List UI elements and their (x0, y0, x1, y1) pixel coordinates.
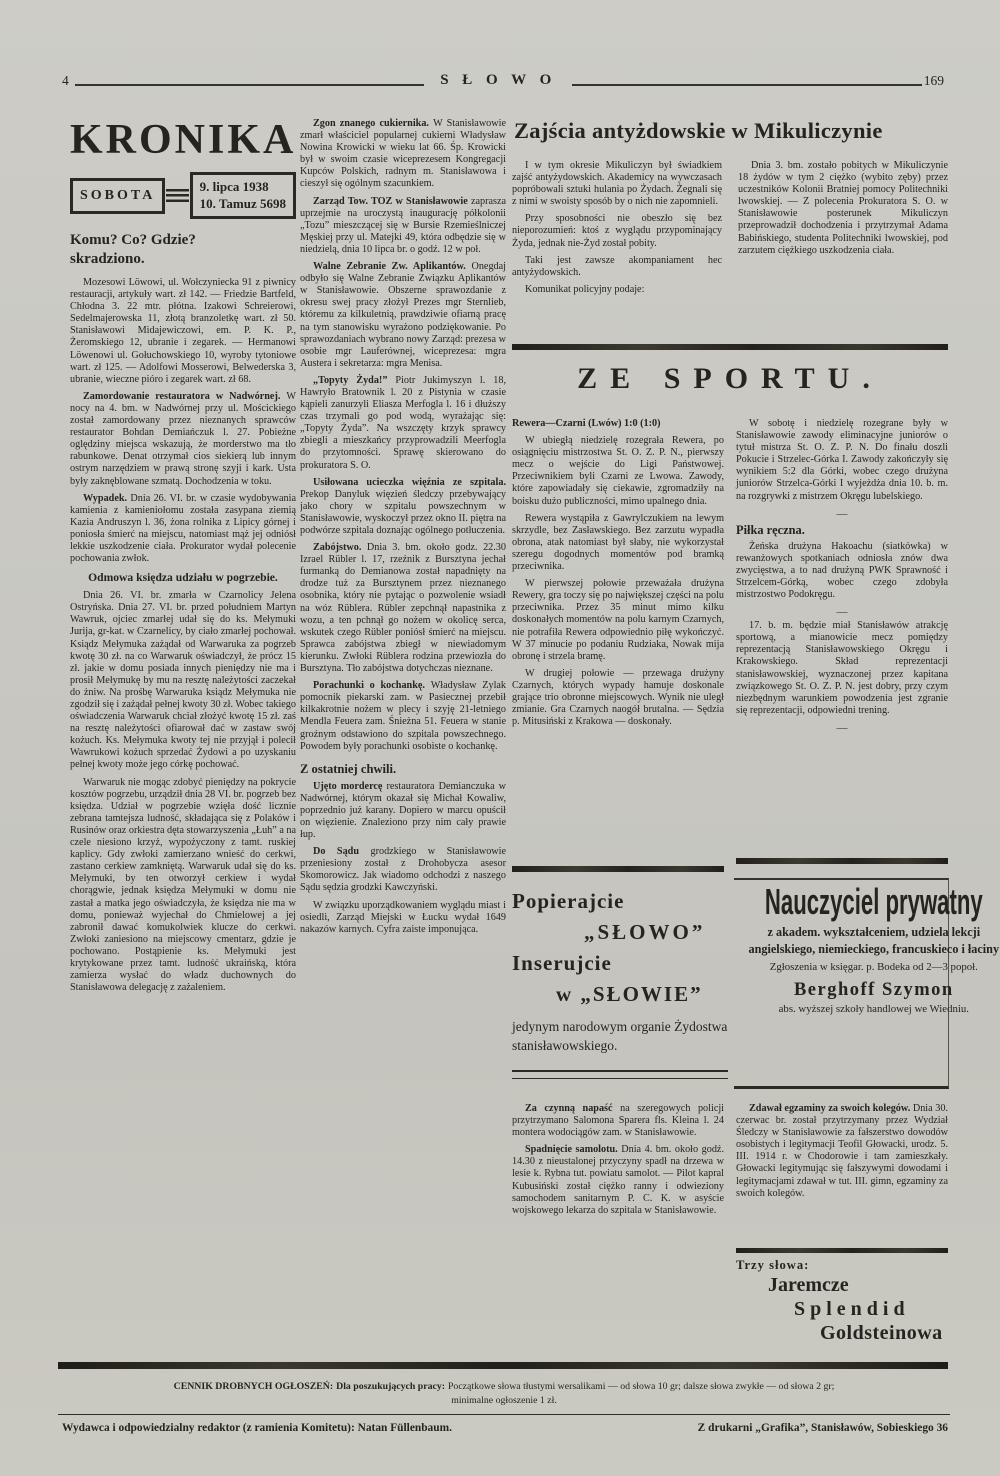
article-text: W ubiegłą niedzielę rozegrała Rewera, po osiągnięciu mistrzostwa St. O. Z. P. N., pierwszy mecz o wejście do Ligi Państwowej. Przeciwnikiem byli Czarni ze Lwowa. Zawody, które zapowiadały się ciekawie, zgromadziły na boisku dużo publiczności, mimo upalnego dnia. (512, 435, 724, 507)
article-text: Żeńska drużyna Hakoachu (siatkówka) w rewanżowych spotkaniach odniosła znów dwa zwycięstwa, a to nad drużyną PWK Sprawność i Strzelcem-Górką, wobec czego zdobyła mistrzostwo Podokręgu. (736, 540, 948, 601)
article-text: I w tym okresie Mikuliczyn był świadkiem zajść antyżydowskich. Akademicy na wywczasach popróbowali sztuki hulania po Żydach. Żegnali się z nimi w swoisty sposób by o nich nie zapomnieli. (512, 160, 722, 208)
section-divider (512, 344, 948, 350)
dash-separator: — (836, 507, 848, 520)
sport-section-title: ZE SPORTU. (577, 362, 883, 395)
article-text: Władysław Zylak pomocnik piekarski zam. w Pasiecznej przebił kilkakrotnie nożem w plecy i szyję 21-letniego Mendla Feuera zam. Śnieżna 51. Feuera w stanie groźnym odstawiono do szpitala powszechnego. Powodem były porachunki osobiste o kochankę. (300, 680, 506, 752)
article-lead: Zarząd Tow. TOZ w Stanisławowie (313, 195, 468, 207)
dash-separator: — (836, 606, 848, 619)
article-text: Warwaruk nie mogąc zdobyć pieniędzy na pokrycie kosztów pogrzebu, urządził dnia 28 VI. br. pogrzeb bez księdza. Udział w pogrzebie wzięła dość licznie zebrana tamtejsza ludność, składająca się z Polaków i Rusinów oraz orkiestra dęta stowarzyszenia „Łuh” a na czele niesiono krzyż, wypożyczony z tamt. ruskiej kaplicy. Gdy zwłoki zamierzano wnieść do cerkwi, zastano cerkiew zamkniętą. Warwaruk udał się do ks. Mełymuki, by ten otworzył cerkiew i wydał chorągwie, jednak księdza Mełymuki w domu nie zastał a matka jego oświadczyła, że księdza nie ma w domu, ponieważ wyjechał do Chmielowej a jej zabronił dawać komukolwiek klucze do cerkwi. Zwłoki zaniesiono na miejscowy cmentarz, gdzie je pochowano. Postąpienie ks. Mełymuki jest krytykowane przez tamt. ludność ukraińską, która zamierza wysłać do władz duchownych do Stanisławowa delegację z zażaleniem. (70, 776, 296, 994)
article-paragraph (300, 900, 506, 936)
article-text: Dnia 26. VI. br. zmarła w Czarnolicy Jelena Ostryńska. Dnia 27. VI. br. przed południem Martyn Wawruk, ojciec zmarłej udał się do ks. Mełymuki Jurija, gr-kat. w Czarnelicy, by ciało zmarłej pochował. Ksiądz Mełymuka zażądał od Warwaruka za pogrzeb kwotę 30 zł. na co Warwaruk oświadczył, że prócz 15 zł. jakie w domu posiada innych pieniędzy nie ma i prosił Mełymukę by mu na resztę należytości zaczekał do żniw. Na prośbę Warwaruka ksiądz Mełymuka nie zgodził się i zażądał pełnej kwoty 30 zł. Wobec takiego oświadczenia Warwaruk chciał złożyć kwotę 15 zł. zaś na resztę należytości ofiarował dać w zastaw swój kożuch. Ks. Mełymuka kwoty tej nie przyjął i polecił Wawrukowi kożuch sprzedać Żydowi a po uzyskaniu pełnej kwoty może jego córkę pochować. (70, 590, 296, 771)
mikuliczyn-left-column (512, 160, 722, 301)
article-text: Onegdaj odbyło się Walne Zebranie Związku Aplikantów w Stanisławowie. Obszerne sprawozdanie z okresu swej pracy złożył Prezes mgr Sternlieb, któremu za kilkuletnią, prawdziwie ofiarną pracę na tym stanowisku wyrażono podziękowanie. Po sprawozdaniach wybrano nowy Zarząd: prezesa w osobie mgr Lauferównej, wiceprezesa: mgra Austera i sekretarza: mgra Menisa. (300, 261, 506, 369)
article-paragraph (736, 541, 948, 601)
article-paragraph (70, 493, 296, 566)
article-text: W drugiej połowie — przewaga drużyny Czarnych, których wypady hamuje doskonale grające trio obronne miejscowych. Wynik nie uległ zmianie. Gra Czarnych naogół brutalna. — Sędzia p. Mitusiński z Krakowa — doskonały. (512, 667, 724, 728)
article-paragraph (70, 590, 296, 771)
article-text: W sobotę i niedzielę rozegrane były w Stanisławowie zawody eliminacyjne juniorów o tytuł mistrza St. O. Z. P. N. Do finału doszli Pokucie i Strzelec-Górka I. Zawody zakończyły się wynikiem 5:2 dla Górki, wobec czego drużyna juniorów Strzelca-Górki I wyjeżdża dnia 10. b. m. na rozgrywki z mistrzem Okręgu lubelskiego. (736, 418, 948, 502)
article-text: Dnia 3. bm. zostało pobitych w Mikuliczynie 18 żydów w tym 2 ciężko (wybito zęby) przez uczestników Kolonii Bratniej pomocy Politechniki lwowskiej. — Z polecenia Prokuratora S. O. w Stanisławowie posterunek Mikuliczyn przeprowadził dochodzenia i przytrzymał Adama Babińskiego, studenta Politechniki lwowskiej, pod zarzutem ciężkiego uszkodzenia ciała. (738, 160, 948, 256)
article-paragraph (300, 542, 506, 675)
article-paragraph (70, 277, 296, 386)
section-divider (736, 1248, 948, 1253)
article-paragraph (512, 513, 724, 573)
funeral-heading: Odmowa księdza udziału w pogrzebie. (88, 571, 278, 585)
pricing-text: Początkowe słowa tłustymi wersalikami — od słowa 10 gr; dalsze słowa zwykłe — od słowa 2 gr; (447, 1381, 835, 1392)
article-lead: Porachunki o kochankę. (313, 680, 425, 692)
right-section (512, 118, 1000, 1368)
footer-pricing (60, 1380, 948, 1407)
news-column (300, 118, 506, 1358)
gregorian-date: 9. lipca 1938 (199, 179, 269, 194)
ad-title-text: Nauczyciel prywatny (764, 882, 983, 922)
page-folio-right: 169 (923, 73, 945, 88)
ad-title (741, 882, 1000, 920)
advertiser-name: Berghoff Szymon (793, 979, 954, 1000)
ad-body: z akadem. wykształceniem, udziela lekcji angielskiego, niemieckiego, francuskieco i łaciny (748, 925, 1000, 956)
teacher-ad (734, 878, 1000, 1089)
article-text: Dnia 4. bm. około godź. 14.30 z nieustalonej przyczyny spadł na drzewa w lesie k. Rybna tut. powiatu samolot. — Pilot kapral Kubusiński został ciężko ranny i odwieziony samochodem sanitarnym P. C. K. w asyście wojskowego lekarza do szpitala w Stanisławowie. (512, 1144, 724, 1216)
article-paragraph (512, 435, 724, 508)
article-text: Przy sposobności nie obeszło się bez nieporozumień: ktoś z wyglądu przypominający Żyda, jednak nie-Żyd został pobity. (512, 213, 722, 249)
match-result-heading: Rewera—Czarni (Lwów) 1:0 (1:0) (512, 418, 661, 429)
article-lead: Ujęto mordercę (313, 780, 383, 792)
weekday-label: SOBOTA (70, 178, 165, 214)
sport-left-column (512, 418, 724, 733)
box-connector-lines (166, 189, 188, 202)
kronika-column (70, 118, 296, 1356)
three-words-ad (736, 1258, 948, 1345)
promo-line: Popierajcie (512, 889, 625, 913)
bottom-right-column (736, 1103, 948, 1205)
page-folio-left: 4 (62, 73, 69, 88)
bottom-left-column (512, 1103, 724, 1222)
article-text: W pierwszej połowie przeważała drużyna Rewery, gra toczy się po największej części na polu przeciwnika. Przez 35 minut mimo kilku doskonałych momentów na polu karnym Czarnych, nie potrafiła Rewera odpowiednio piłę wykończyć. W 37 minucie po podaniu Rudziaka, Nowak mija obronę i strzela bramę. (512, 578, 724, 662)
promo-tagline: jedynym narodowym organie Żydostwa stanisławowskiego. (512, 1019, 728, 1053)
last-minute-heading: Z ostatniej chwili. (300, 761, 397, 776)
article-lead: Zamordowanie restauratora w Nadwórnej. (83, 390, 281, 402)
promo-line: Inserujcie (512, 951, 612, 975)
article-paragraph (512, 213, 722, 249)
article-text: restauratora Demianczuka w Nadwórnej, którym okazał się Michał Kowaliw, poprzednio już karany. Dopiero w marcu opuścił on więzienie. Znaleziono przy nim cały prawie łup. (300, 780, 506, 841)
hebrew-date: 10. Tamuz 5698 (199, 195, 286, 211)
article-text: zaprasza uprzejmie na uroczystą inaugurację półkolonii „Tozu” mieszczącej się w Bursie Rzemieślniczej Męskiej przy ul. Matejki 49, która odbędzie się w niedzielą, dnia 10 lipca br. o godź. 12 w poł. (300, 195, 506, 255)
promo-ad (512, 886, 728, 1055)
article-paragraph (300, 375, 506, 472)
promo-line: „SŁOWO” (584, 920, 706, 944)
article-text: Dnia 26. VI. br. w czasie wydobywania kamienia z kamieniołomu została zasypana ziemią Kazia Andruszyn l. 36, żona rolnika z Lipicy górnej i poniosła śmierć na miejscu, natomiast mąż jej odniósł lekkie uszkodzenie ciała. Prokurator wydał polecenie pochowania zwłok. (70, 492, 296, 565)
footer-credits (62, 1422, 948, 1434)
article-lead: Walne Zebranie Zw. Aplikantów. (313, 261, 466, 273)
article-paragraph (512, 160, 722, 208)
article-lead: Usiłowana ucieczka więźnia ze szpitala. (313, 476, 506, 488)
article-text: grodzkiego w Stanisławowie przeniesiony został z Drohobycza asesor Skomorowicz. Jak wiadomo odchodzi z naszego Sądu sędzia grodzki Kawczyński. (300, 846, 506, 894)
article-paragraph (300, 196, 506, 256)
mikuliczyn-right-column (738, 160, 948, 262)
dash-separator: — (836, 721, 848, 734)
article-text: 17. b. m. będzie miał Stanisławów atrakcję sportową, a mianowicie mecz pomiędzy reprezentacją Stanisławowskiego Okręgu i Krakowskiego. Skład reprezentacji stanisławowskiej, wyznaczonej przez kapitana związkowego St. O. Z. P. N. jest dobry, przy czym niezbędnym warunkiem powodzenia jest zgranie się reprezentacji, odpowiedni trening. (736, 620, 948, 716)
three-words-label: Trzy słowa: (736, 1258, 810, 1272)
header-rule-right (572, 84, 921, 86)
article-lead: Zabójstwo. (313, 542, 362, 554)
ad-contact: Zgłoszenia w księgar. p. Bodeka od 2—3 popoł. (769, 961, 978, 973)
date-box (70, 172, 296, 219)
three-words-name: Splendid (794, 1298, 910, 1320)
pricing-line (60, 1380, 948, 1394)
article-paragraph (512, 668, 724, 728)
article-paragraph (300, 680, 506, 753)
handball-heading: Piłka ręczna. (736, 522, 805, 537)
article-text: Prekop Danyluk więzień śledczy przebywający jako chory w szpitalu powszechnym w Stanisławowie, wyskoczył przez okno II. piętra na podwórze szpitala doznając ogólnego potłuczenia. (300, 488, 506, 536)
three-words-name: Jaremcze (768, 1274, 849, 1296)
section-divider (512, 1070, 728, 1079)
article-text: Mozesowi Löwowi, ul. Wołczyniecka 91 z piwnicy restauracji, artykuły wart. zł 142. — Friedzie Bartfeld, Chłodna 3. 22 mtr. płótna. Izakowi Schreierowi, Sedelmajerowska 11, złotą branzoletkę wart. zł 50. Stanisławowi Midajewiczowi, em. P. K. P., Żeromskiego 12, ubranie i zegarek. — Hermanowi Löwenowi ul. Gołuchowskiego 10, wyroby tytoniowe wart. zł 125. — Adolfowi Mosserowi, Belwederska 3, ubranie, wieczne pióro i zegarek wart. zł 68. (70, 277, 296, 385)
theft-headline: Komu? Co? Gdzie? skradziono. (70, 232, 196, 267)
article-lead: „Topyty Żyda!” (313, 374, 388, 386)
article-paragraph (300, 846, 506, 894)
article-paragraph (300, 781, 506, 841)
article-text: Piotr Jukimyszyn l. 18, Hawryło Bratownik l. 20 z Pistynia w czasie kąpieli zanurzyli Eliasza Merfogla l. 16 i dłuższy czas trzymali go pod wodą, wyrażając się: „Topyty Żyda”. Na wszczęty krzyk sprawcy zbiegli a mieszkańcy przyprowadzili Meerfogla do przytomności. Sprawę skierowano do prokuratora S. O. (300, 374, 506, 471)
printer-credit: Z drukarni „Grafika”, Stanisławów, Sobieskiego 36 (697, 1422, 948, 1434)
pricing-label: CENNIK DROBNYCH OGŁOSZEŃ: (173, 1381, 334, 1392)
article-text: Taki jest zawsze akompaniament hec antyżydowskich. (512, 254, 722, 278)
article-text: W Stanisławowie zmarł właściciel popularnej cukierni Władysław Nowina Krowicki w wieku lat 66. Śp. Krowicki był w swoim czasie wiceprezesem Kongregacji Kupców Polskich, radnym m. Stanisławowa i cieszył się ogólnym szacunkiem. (300, 118, 506, 190)
header-rule-left (75, 84, 424, 86)
article-paragraph (738, 160, 948, 257)
article-text: na szeregowych policji przytrzymano Salomona Sparera fls. Kleina l. 24 montera wodociągów zam. w Stanisławowie. (512, 1103, 724, 1139)
article-paragraph (512, 1103, 724, 1139)
section-divider (736, 858, 948, 864)
pricing-sublabel: Dla poszukujących pracy: (336, 1381, 445, 1392)
article-text: Komunikat policyjny podaje: (525, 283, 645, 295)
ad-content (734, 880, 1000, 1086)
section-divider (512, 866, 724, 872)
article-text: Dnia 30. czerwac br. został przytrzymany przez Wydział Śledczy w Stanisławowie za fałszerstwo dowodów osobistych i legitymacji Teofil Głowacki, urodz. 5. III. 1914 r. w Chodorowie i tam zamieszkały. Głowacki legitymując się fałszywymi dowodami i legitymacjami zdawał w tut. III. gimn, egzaminy za swoich kolegów. (736, 1103, 948, 1199)
article-text: Dnia 3. bm. około godz. 22.30 Izrael Rübler l. 17, rzeźnik z Bursztyna jechał furmanką do Demianowa został napadnięty na drodze tuż za Bursztynem przez nieznanego osobnika, który nie pytając o pozwolenie wsiadł na wóz Rüblera. Rübler zepchnął napastnika z wozu, a ten pchnął go nożem w okolicę serca, wskutek czego Rübler poniósł śmierć na miejscu. Sprawca zabójstwa zbiegł w niewiadomym kierunku. Zwłoki Rüblera rodzina przewiozła do Bursztyna. Tło zabójstwa dotychczas nieznane. (300, 542, 506, 675)
sport-right-column (736, 418, 948, 736)
article-paragraph (512, 284, 722, 296)
article-paragraph (512, 1144, 724, 1217)
three-words-name: Goldsteinowa (820, 1322, 943, 1344)
article-text: W związku uporządkowaniem wyglądu miast i osiedli, Zarząd Miejski w Łucku wydał 1649 nakazów karnych. Cyfra zaiste imponująca. (300, 899, 506, 935)
advertiser-qualification: abs. wyższej szkoły handlowej we Wiedniu. (778, 1002, 969, 1015)
article-paragraph (300, 477, 506, 537)
footer-rule (58, 1414, 950, 1415)
article-paragraph (70, 391, 296, 488)
article-paragraph (70, 777, 296, 995)
article-text: Rewera wystąpiła z Gawrylczukiem na lewym skrzydle, bez Zasławskiego. Bez zarzutu wypadła obrona, atak natomiast był słaby, nie wykorzystał szeregu dogodnych momentów pod bramką przeciwnika. (512, 512, 724, 573)
article-paragraph (736, 418, 948, 503)
article-lead: Spadnięcie samolotu. (525, 1144, 618, 1156)
article-paragraph (300, 261, 506, 370)
kronika-title: KRONIKA (70, 118, 296, 163)
mikuliczyn-headline: Zajścia antyżdowskie w Mikuliczynie (514, 118, 883, 143)
article-lead: Za czynną napaść (525, 1103, 613, 1114)
article-lead: Wypadek. (83, 492, 128, 504)
newspaper-masthead: S Ł O W O (440, 72, 557, 88)
article-paragraph (736, 1103, 948, 1200)
article-paragraph (512, 255, 722, 279)
publisher-credit: Wydawca i odpowiedzialny redaktor (z ramienia Komitetu): Natan Füllenbaum. (62, 1422, 452, 1434)
article-lead: Zgon znanego cukiernika. (313, 118, 429, 129)
dates-box (190, 172, 296, 219)
page-header (60, 72, 950, 89)
article-paragraph (300, 118, 506, 191)
footer-divider (58, 1362, 948, 1369)
article-paragraph (512, 578, 724, 663)
article-lead: Zdawał egzaminy za swoich kolegów. (749, 1103, 911, 1114)
article-text: W nocy na 4. bm. w Nadwórnej przy ul. Mościckiego został zamordowany przez nieznanych sprawców restaurator Bohdan Demiańczuk l. 27. Pobieżne oględziny miejsca wskazują, że morderstwo ma tło rabunkowe. Denat otrzymał cios siekierą lub innym ostrym narzędziem w prawą stronę szyji i kark. Usta były zaknęblowane szmatą. Dochodzenia w toku. (70, 390, 296, 487)
promo-line: w „SŁOWIE” (556, 982, 703, 1006)
article-lead: Do Sądu (313, 846, 360, 858)
article-paragraph (736, 620, 948, 717)
pricing-line-2: minimalne ogłoszenie 1 zł. (451, 1394, 557, 1406)
